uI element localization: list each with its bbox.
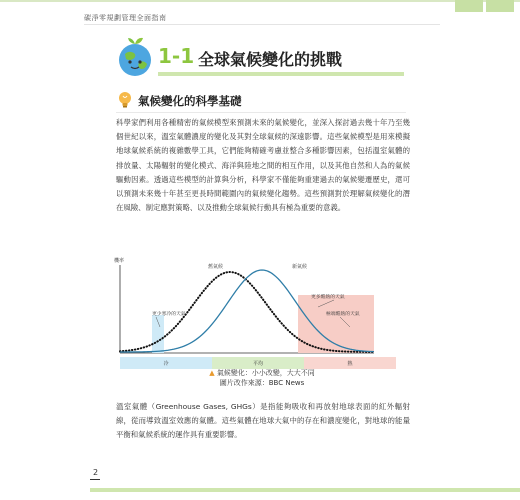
lightbulb-icon bbox=[116, 91, 134, 109]
section-rule bbox=[116, 112, 406, 113]
series-label-new: 新氣候 bbox=[292, 264, 308, 270]
section-title: 氣候變化的科學基礎 bbox=[138, 94, 242, 108]
running-header: 碳淨零規劃管理全面指南 bbox=[84, 14, 167, 22]
annotation-label: 更少寒冷的天氣 bbox=[152, 312, 186, 317]
top-decorative-tab bbox=[455, 0, 483, 12]
band-label-hot: 熱 bbox=[347, 361, 353, 367]
earth-globe-icon bbox=[113, 36, 157, 80]
band-label-cold: 冷 bbox=[163, 361, 169, 367]
climate-distribution-chart bbox=[112, 255, 412, 375]
y-axis-label: 機率 bbox=[114, 258, 125, 264]
chapter-title: 全球氣候變化的挑戰 bbox=[198, 50, 343, 69]
band-label-average: 平均 bbox=[252, 361, 264, 367]
annotation-label: 更多酷熱的天氣 bbox=[311, 295, 345, 300]
page-number: 2 bbox=[93, 468, 99, 477]
annotation-label: 極端酷熱的天氣 bbox=[326, 312, 360, 317]
caption-line: 氣候變化：小小改變，大大不同 bbox=[216, 369, 315, 377]
header-rule bbox=[84, 24, 440, 25]
cold-region-shade bbox=[152, 315, 164, 353]
footer-bar bbox=[90, 488, 520, 492]
chapter-number: 1-1 bbox=[158, 44, 195, 68]
figure-caption bbox=[116, 368, 408, 388]
caption-triangle-icon: ▲ bbox=[209, 369, 215, 377]
chapter-title-underline bbox=[158, 72, 404, 76]
top-decorative-tab bbox=[486, 0, 514, 12]
body-paragraph: 科學家們利用各種精密的氣候模型來預測未來的氣候變化，並深入探討過去幾十年乃至幾個世紀以來，溫室氣體濃度的變化及其對全球氣候的深遠影響。這些氣候模型是用來模擬地球氣候系統的複雜數學工具，它們能夠精確考慮並整合多種影響因素，包括溫室氣體的排放量、太陽輻射的變化模式、海洋與陸地之間的相互作用，以及其他自然和人為的氣候驅動因素。透過這些模型的計算與分析，科學家不僅能夠重建過去的氣候變遷歷史，還可以預測未來幾十年甚至更長時間範圍內的氣候變化趨勢。這些預測對於理解氣候變化的潛在風險、制定應對策略、以及推動全球氣候行動具有極為重要的意義。 bbox=[116, 118, 410, 213]
top-decorative-line bbox=[0, 0, 520, 2]
page-number-rule bbox=[90, 479, 100, 480]
caption-source: 圖片改作來源：BBC News bbox=[219, 379, 305, 387]
series-label-old: 舊氣候 bbox=[208, 264, 224, 270]
body-paragraph: 溫室氣體（Greenhouse Gases, GHGs）是指能夠吸收和再放射地球表面的紅外輻射線，從而導致溫室效應的氣體。這些氣體在地球大氣中的存在和濃度變化，對地球的能量平衡和氣候系統的運作具有重要影響。 bbox=[116, 402, 410, 440]
